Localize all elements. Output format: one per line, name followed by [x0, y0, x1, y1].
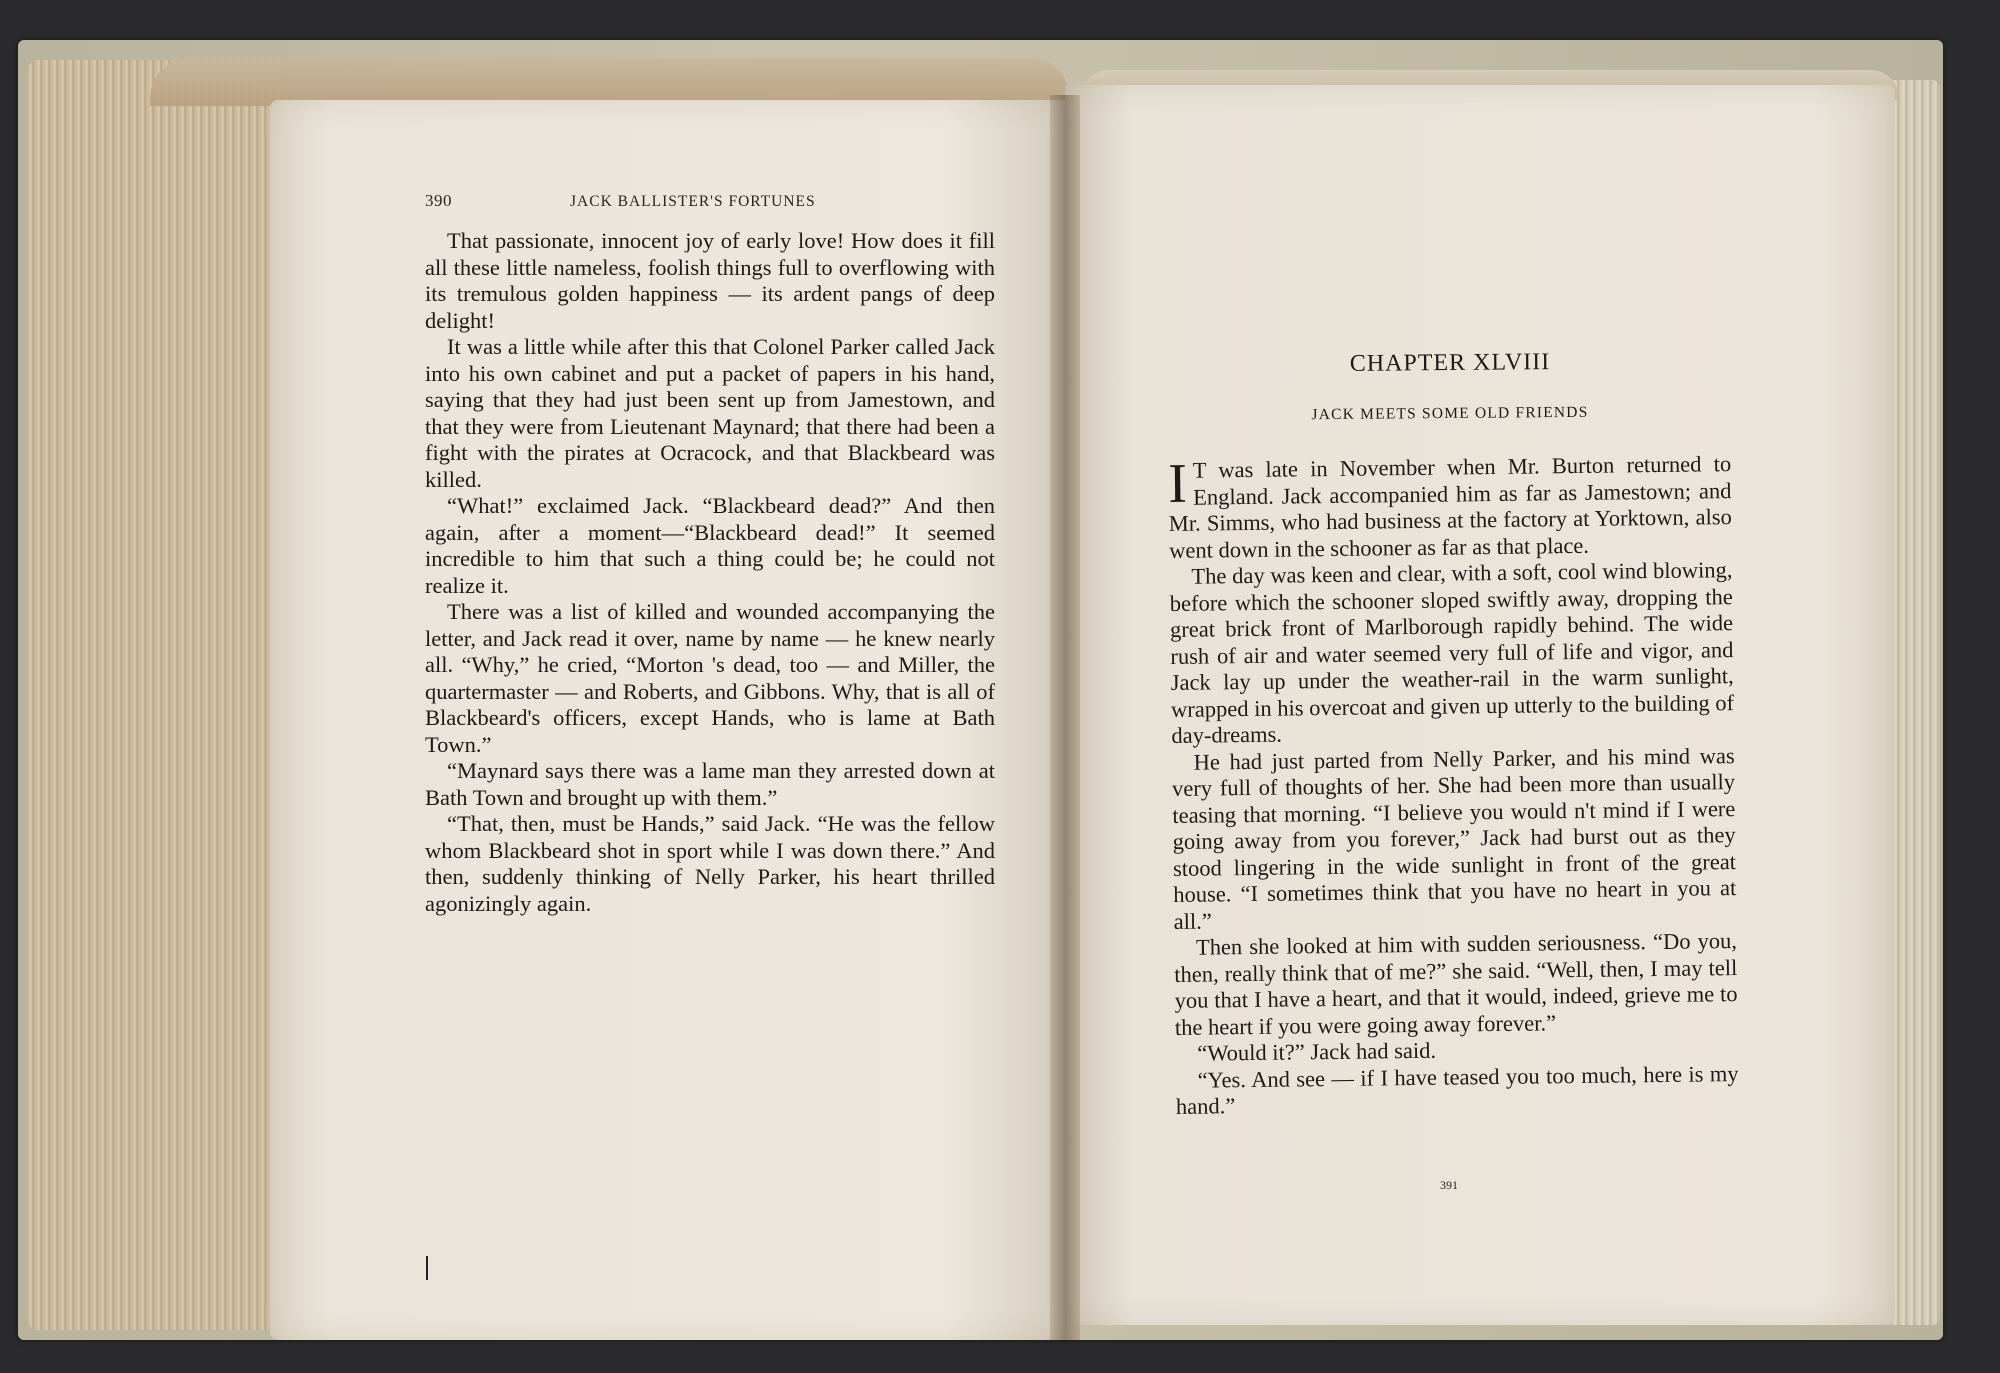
first-paragraph-text: T was late in November when Mr. Burton returned to England. Jack accompanied him as far as Jamestown; and Mr. Simms, who had business at the factory at Yorktown, also went down in the schooner as far as that place.: [1168, 451, 1732, 563]
right-paragraph: He had just parted from Nelly Parker, and his mind was very full of thoughts of her. She had been more than usually teasing that morning. “I believe you would n't mind if I were going away from you forever,” Jack had burst out as they stood lingering in the wide sunlight in front of the great house. “I sometimes think that you have no heart in you at all.”: [1171, 742, 1737, 934]
running-head: JACK BALLISTER'S FORTUNES: [570, 193, 816, 210]
left-top-page-edge: [150, 58, 1070, 106]
right-paragraph: “Yes. And see — if I have teased you too much, here is my hand.”: [1175, 1060, 1739, 1119]
chapter-subtitle: JACK MEETS SOME OLD FRIENDS: [1311, 403, 1589, 424]
chapter-title: CHAPTER XLVIII: [1349, 349, 1551, 377]
left-page-edges: [28, 60, 283, 1330]
right-paragraph: The day was keen and clear, with a soft, cool wind blowing, before which the schooner sloped swiftly away, dropping the great brick front of Marlborough rapidly behind. The wide rush of air and water seemed very full of life and vigor, and Jack lay up under the weather-rail in the warm sunlight, wrapped in his overcoat and given up utterly to the building of day-dreams.: [1169, 557, 1735, 748]
left-paragraph: “That, then, must be Hands,” said Jack. “He was the fellow whom Blackbeard shot in sport while I was down there.” And then, suddenly thinking of Nelly Parker, his heart thrilled agonizingly again.: [425, 811, 995, 916]
right-page-text: [1168, 451, 1739, 1120]
right-paragraph: “Would it?” Jack had said.: [1197, 1037, 1437, 1066]
right-paragraph: Then she looked at him with sudden seriousness. “Do you, then, really think that of me?” she said. “Well, then, I may tell you that I have a heart, and that it would, indeed, grieve me to the heart if you were going away forever.”: [1174, 928, 1738, 1040]
left-paragraph: “What!” exclaimed Jack. “Blackbeard dead?” And then again, after a moment—“Blackbeard dead!” It seemed incredible to him that such a thing could be; he could not realize it.: [425, 493, 995, 598]
left-page-number: 390: [425, 191, 452, 210]
pencil-mark: [426, 1256, 428, 1280]
left-paragraph: That passionate, innocent joy of early love! How does it fill all these little nameless, foolish things full to overflowing with its tremulous golden happiness — its ardent pangs of deep delight!: [425, 228, 995, 333]
left-paragraph: There was a list of killed and wounded accompanying the letter, and Jack read it over, name by name — he knew nearly all. “Why,” he cried, “Morton 's dead, too — and Miller, the quartermaster — and Roberts, and Gibbons. Why, that is all of Blackbeard's officers, except Hands, who is lame at Bath Town.”: [425, 599, 995, 757]
right-page-number: 391: [1440, 1178, 1458, 1192]
book-gutter: [1050, 95, 1080, 1340]
drop-cap: I: [1167, 452, 1188, 515]
left-paragraph: “Maynard says there was a lame man they arrested down at Bath Town and brought up with them.”: [425, 758, 995, 810]
right-first-paragraph: [1168, 451, 1732, 564]
left-paragraph: It was a little while after this that Colonel Parker called Jack into his own cabinet and put a packet of papers in his hand, saying that they had just been sent up from Jamestown, and that they were from Lieutenant Maynard; that there had been a fight with the pirates at Ocracock, and that Blackbeard was killed.: [425, 334, 995, 492]
left-page-text: [425, 228, 995, 917]
